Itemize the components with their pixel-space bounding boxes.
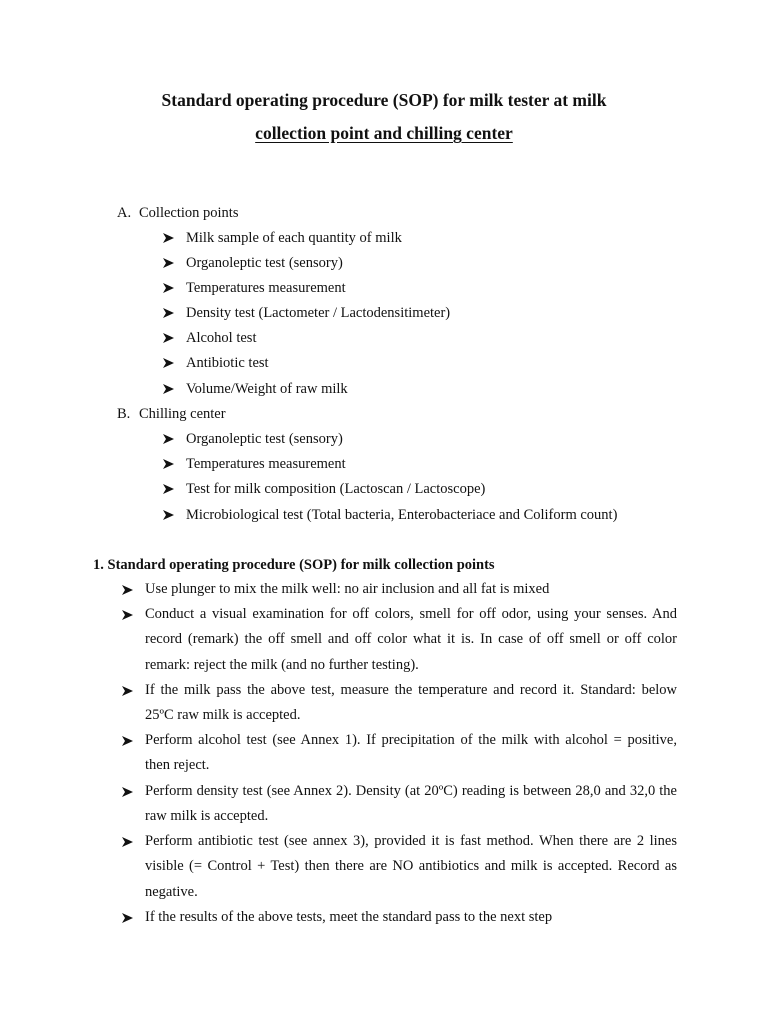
arrowhead-bullet-icon: [121, 732, 134, 750]
arrowhead-bullet-icon: [162, 329, 175, 347]
sop-step: [121, 728, 677, 779]
list-item-text: Temperatures measurement: [186, 456, 346, 472]
list-item-text: Temperatures measurement: [186, 280, 346, 296]
arrowhead-bullet-icon: [162, 279, 175, 297]
sop-heading: 1. Standard operating procedure (SOP) for milk collection points: [93, 557, 495, 573]
arrowhead-bullet-icon: [121, 909, 134, 927]
arrowhead-bullet-icon: [121, 606, 134, 624]
list-item-text: Antibiotic test: [186, 355, 269, 371]
sop-step-text: Perform alcohol test (see Annex 1). If precipitation of the milk with alcohol = positive, then reject.: [145, 732, 677, 774]
sop-step: [121, 678, 677, 729]
sop-step: [121, 905, 677, 930]
section-label: Collection points: [139, 205, 239, 221]
arrowhead-bullet-icon: [121, 682, 134, 700]
arrowhead-bullet-icon: [162, 354, 175, 372]
sop-step-text: If the results of the above tests, meet the standard pass to the next step: [145, 909, 553, 925]
sop-step-text: If the milk pass the above test, measure the temperature and record it. Standard: below 25ºC raw milk is accepted.: [145, 682, 677, 724]
document-title-line-1: Standard operating procedure (SOP) for milk tester at milk: [161, 90, 607, 110]
sop-step: [121, 829, 677, 905]
list-item-text: Organoleptic test (sensory): [186, 255, 343, 271]
arrowhead-bullet-icon: [121, 783, 134, 801]
arrowhead-bullet-icon: [121, 581, 134, 599]
arrowhead-bullet-icon: [162, 455, 175, 473]
arrowhead-bullet-icon: [162, 480, 175, 498]
document-title-line-2: [0, 122, 768, 144]
arrowhead-bullet-icon: [162, 304, 175, 322]
section-letter: A.: [117, 205, 132, 221]
sop-step-text: Conduct a visual examination for off colors, smell for off odor, using your senses. And record (remark) the off smell and off color what it is. In case of off smell or off color remark: reject the milk (and no further testing).: [145, 606, 677, 673]
arrowhead-bullet-icon: [162, 229, 175, 247]
arrowhead-bullet-icon: [162, 254, 175, 272]
sop-step-text: Use plunger to mix the milk well: no air inclusion and all fat is mixed: [145, 581, 550, 597]
list-item-text: Organoleptic test (sensory): [186, 431, 343, 447]
arrowhead-bullet-icon: [162, 380, 175, 398]
arrowhead-bullet-icon: [121, 833, 134, 851]
list-item-text: Microbiological test (Total bacteria, Enterobacteriace and Coliform count): [186, 507, 618, 523]
sop-step-text: Perform density test (see Annex 2). Density (at 20ºC) reading is between 28,0 and 32,0 the raw milk is accepted.: [145, 783, 677, 825]
sop-step: [121, 779, 677, 830]
sop-step: [121, 602, 677, 678]
list-item-text: Density test (Lactometer / Lactodensitimeter): [186, 305, 451, 321]
sop-step-text: Perform antibiotic test (see annex 3), provided it is fast method. When there are 2 lines visible (= Control + Test) then there are NO antibiotics and milk is accepted. Record as negative.: [145, 833, 677, 900]
list-item-text: Test for milk composition (Lactoscan / Lactoscope): [186, 481, 486, 497]
arrowhead-bullet-icon: [162, 430, 175, 448]
section-label: Chilling center: [139, 406, 226, 422]
document-title-line-2-text: collection point and chilling center: [255, 123, 513, 143]
sop-step: [121, 577, 677, 602]
section-letter: B.: [117, 406, 131, 422]
list-item-text: Volume/Weight of raw milk: [186, 381, 348, 397]
arrowhead-bullet-icon: [162, 506, 175, 524]
list-item-text: Milk sample of each quantity of milk: [186, 230, 402, 246]
list-item-text: Alcohol test: [186, 330, 257, 346]
